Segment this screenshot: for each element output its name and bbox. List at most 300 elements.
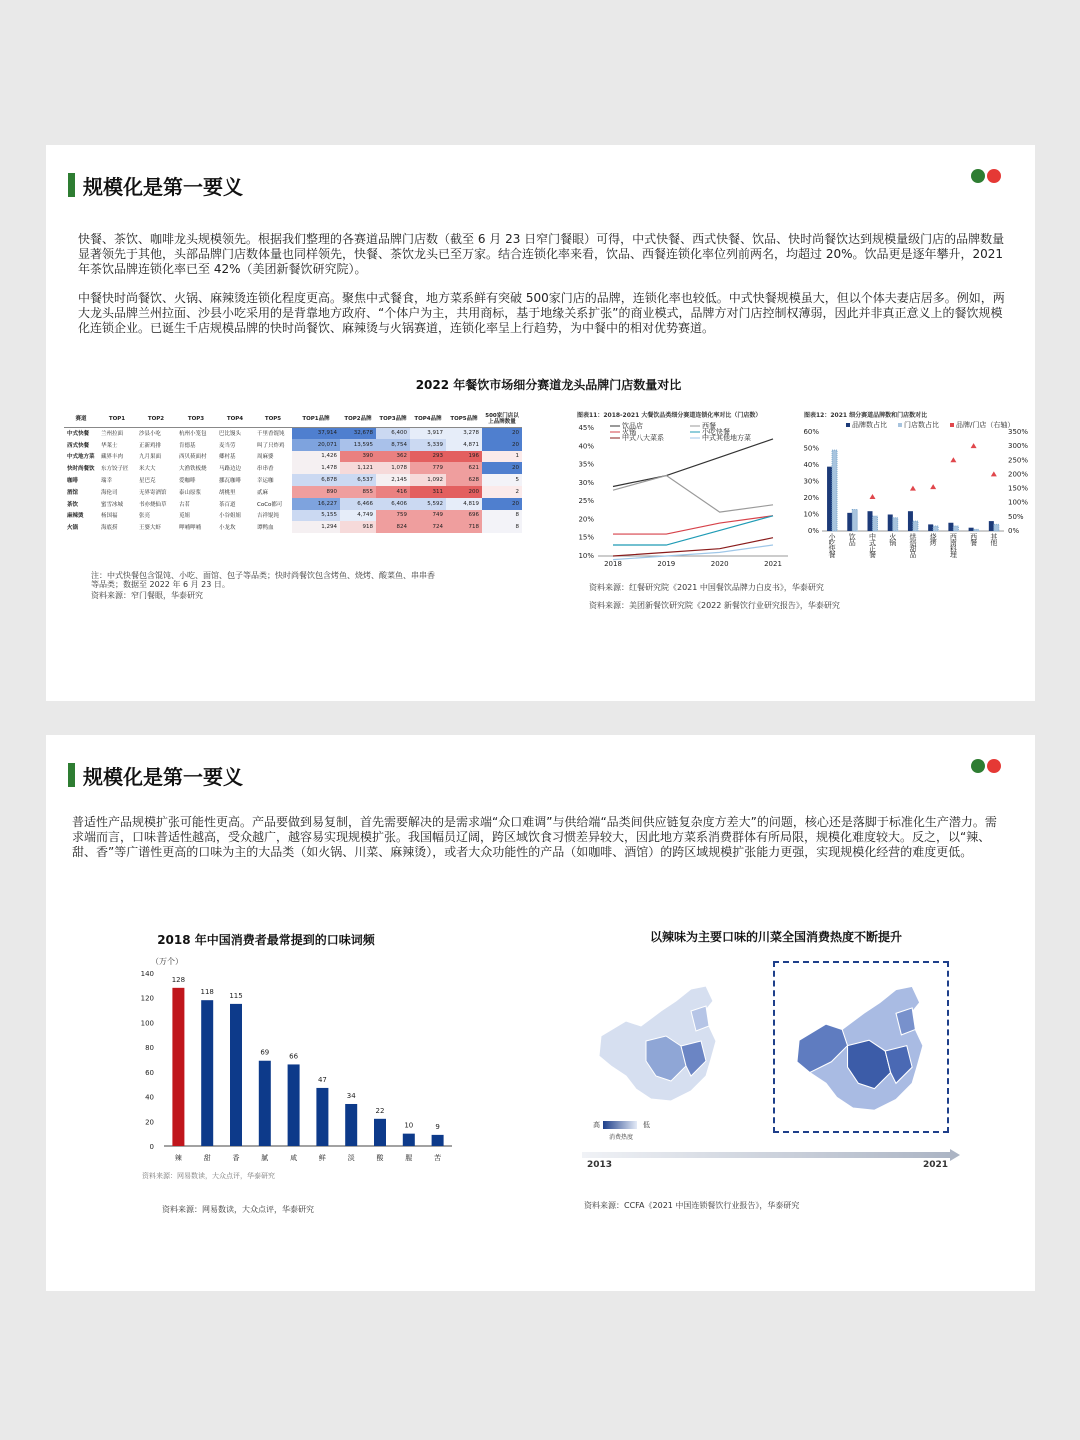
table-cell: 824 [376, 521, 410, 533]
x-tick-label: 腥 [405, 1154, 413, 1162]
table-header: TOP3 [176, 411, 216, 427]
table-header: 赛道 [64, 411, 98, 427]
table-cell: 咖啡 [67, 478, 79, 485]
y2-tick-label: 50% [1008, 512, 1024, 521]
fig12-title: 图表12：2021 细分赛道品牌数和门店数对比 [804, 412, 928, 419]
x-tick-char: 快 [828, 545, 836, 553]
y2-tick-label: 350% [1008, 428, 1029, 436]
bar-store-share [873, 516, 878, 531]
y-tick-label: 20 [145, 1118, 154, 1127]
chart-title: 2022 年餐饮市场细分赛道龙头品牌门店数量对比 [415, 378, 682, 392]
bar-brand-share [989, 521, 994, 531]
table-cell: 蜜雪冰城 [101, 501, 124, 508]
x-tick-label: 鲜 [318, 1154, 326, 1162]
table-cell: 311 [410, 486, 446, 498]
source-2: 资料来源：美团新餐饮研究院《2022 新餐饮行业研究报告》，华泰研究 [589, 601, 840, 610]
table-cell: 3,278 [446, 427, 482, 439]
x-tick-char: 吃 [828, 539, 836, 547]
table-cell: 麻辣烫 [67, 513, 84, 520]
table-cell: 5 [482, 474, 522, 486]
table-cell: 星巴克 [139, 478, 156, 485]
table-cell: 中式快餐 [67, 431, 90, 438]
table-cell: 小龙坎 [219, 525, 236, 532]
bar-store-share [933, 526, 938, 531]
x-tick-char: 他 [990, 539, 998, 547]
x-tick-label: 酸 [376, 1154, 384, 1162]
table-cell: 挪瓦咖啡 [219, 478, 242, 485]
x-tick-char: 焙 [909, 539, 917, 547]
bar-value-label: 128 [171, 975, 186, 984]
table-cell: 千里香馄饨 [257, 431, 285, 438]
y-tick-label: 0 [149, 1143, 154, 1151]
table-cell: 196 [446, 451, 482, 463]
fig11-title: 图表11：2018-2021 大餐饮品类细分赛道连锁化率对比（门店数） [577, 412, 762, 419]
table-cell: 16,227 [292, 498, 340, 510]
table-cell: 855 [340, 486, 376, 498]
x-tick-label: 腻 [261, 1154, 269, 1162]
table-cell: 5,339 [410, 439, 446, 451]
table-cell: 1 [482, 451, 522, 463]
table-cell: 海底捞 [101, 525, 118, 532]
table-cell: 37,914 [292, 427, 340, 439]
y-tick-label: 30% [803, 477, 819, 486]
table-header: TOP1 [98, 411, 136, 427]
bar-store-share [852, 510, 857, 531]
y-tick-label: 60% [803, 428, 819, 436]
table-cell: 米大大 [139, 466, 156, 473]
legend-label: 品牌数占比 [852, 421, 887, 429]
x-tick-char: 品 [909, 551, 917, 559]
x-tick-char: 式 [869, 539, 876, 547]
legend-high: 高 [593, 1121, 600, 1129]
ratio-marker [991, 471, 997, 476]
bar-brand-share [868, 511, 873, 531]
table-cell: 2 [482, 486, 522, 498]
table-cell: 20 [482, 439, 522, 451]
bar-store-share [913, 521, 918, 531]
table-cell: 621 [446, 462, 482, 474]
table-cell: 吉祥馄饨 [257, 513, 280, 520]
table-row [64, 498, 522, 510]
table-header: 500家门店以上品牌数量 [482, 411, 522, 427]
ratio-marker [971, 443, 977, 448]
y-tick-label: 140 [140, 970, 154, 978]
legend-label: 品牌/门店（右轴） [956, 421, 1015, 429]
table-cell: 华莱士 [101, 442, 118, 449]
table-cell: 20,071 [292, 439, 340, 451]
table-cell: 1,078 [376, 462, 410, 474]
series-line [613, 538, 773, 556]
table-note: 注：中式快餐包含馄饨、小吃、面馆、包子等品类；快时尚餐饮包含烤鱼、烧烤、酸菜鱼、串串香等品类；数据至 2022 年 6 月 23 日。 [91, 571, 435, 589]
source-1: 资料来源：红餐研究院《2021 中国餐饮品牌力白皮书》，华泰研究 [589, 583, 824, 592]
table-cell: 贰麻 [257, 489, 269, 496]
table-cell: 13,595 [340, 439, 376, 451]
x-tick-label: 2019 [657, 560, 676, 568]
table-cell: 酒馆 [67, 489, 79, 496]
table-cell: 759 [376, 510, 410, 522]
y-tick-label: 20% [803, 494, 819, 502]
x-tick-label: 辣 [174, 1154, 182, 1162]
y2-tick-label: 0% [1008, 527, 1020, 535]
table-cell: 叫了只炸鸡 [257, 442, 285, 449]
taste-bar [403, 1134, 415, 1146]
table-cell: 马路边边 [219, 466, 242, 473]
x-tick-char: 中 [869, 533, 876, 541]
table-cell: 749 [410, 510, 446, 522]
legend-label: 小吃快餐 [702, 428, 730, 436]
y2-tick-label: 100% [1008, 498, 1029, 507]
table-row [64, 510, 522, 522]
table-cell: 幸运咖 [257, 478, 274, 485]
green-dot-icon [971, 169, 985, 183]
y-tick-label: 35% [578, 460, 594, 469]
table-cell: 爱咖啡 [179, 478, 196, 485]
fig11-line-chart [570, 420, 798, 570]
china-map-2013 [591, 981, 726, 1111]
x-tick-char: 其 [990, 533, 998, 541]
table-cell: 8 [482, 521, 522, 533]
table-cell: 觅姐 [179, 513, 191, 520]
x-tick-char: 西 [970, 533, 978, 541]
x-tick-label: 2021 [764, 560, 782, 568]
table-header: TOP5品牌 [446, 411, 482, 427]
bar-brand-share [948, 523, 953, 531]
table-cell: 8 [482, 510, 522, 522]
bar-value-label: 47 [317, 1075, 327, 1084]
bar-value-label: 22 [375, 1106, 385, 1115]
table-cell: 王婆大虾 [139, 525, 162, 532]
x-tick-char: 料 [949, 545, 957, 553]
decor-dots [969, 758, 1001, 777]
table-cell: 4,871 [446, 439, 482, 451]
bar-unit: （万个） [151, 957, 183, 966]
legend-label: 火锅 [622, 428, 636, 436]
y-tick-label: 45% [578, 424, 594, 432]
x-tick-char: 烧 [929, 533, 937, 541]
table-cell: 1,426 [292, 451, 340, 463]
table-row [64, 439, 522, 451]
table-cell: 海伦司 [101, 489, 118, 496]
table-cell: 6,466 [340, 498, 376, 510]
table-cell: 巴比馒头 [219, 431, 242, 438]
x-tick-char: 甜 [909, 545, 917, 553]
bar-brand-share [928, 524, 933, 531]
title-accent-bar [68, 173, 75, 197]
china-map-2021 [781, 981, 941, 1121]
table-cell: 串串香 [257, 466, 274, 473]
table-cell: 沙县小吃 [139, 431, 162, 438]
table-cell: 快时尚餐饮 [67, 466, 95, 473]
heat-legend-gradient [603, 1121, 637, 1129]
timeline-arrow [582, 1149, 962, 1161]
table-cell: 724 [410, 521, 446, 533]
x-tick-label: 淡 [347, 1154, 355, 1162]
y-tick-label: 80 [145, 1044, 154, 1053]
table-cell: 20 [482, 462, 522, 474]
y2-tick-label: 150% [1008, 484, 1029, 493]
x-tick-label: 2020 [710, 560, 729, 568]
y-tick-label: 20% [578, 515, 594, 524]
ratio-marker [910, 486, 916, 491]
red-dot-icon [987, 759, 1001, 773]
table-cell: 呷哺呷哺 [179, 525, 202, 532]
ratio-marker [950, 457, 956, 462]
fig12-bar-chart [798, 420, 1030, 570]
table-cell: 藏界丰肉 [101, 454, 124, 461]
table-cell: 200 [446, 486, 482, 498]
x-tick-char: 餐 [970, 539, 978, 547]
table-cell: 肯德基 [179, 442, 196, 449]
table-cell: 293 [410, 451, 446, 463]
table-cell: 416 [376, 486, 410, 498]
bar-store-share [893, 518, 898, 531]
legend-label: 消费热度 [609, 1134, 634, 1141]
series-line [613, 439, 773, 487]
table-cell: 1,092 [410, 474, 446, 486]
table-row [64, 521, 522, 533]
table-cell: 东方饺子匠 [101, 466, 129, 473]
table-cell: 杨国福 [101, 513, 118, 520]
bar-store-share [994, 524, 999, 531]
x-tick-char: 餐 [828, 551, 836, 559]
green-dot-icon [971, 759, 985, 773]
table-cell: 32,678 [340, 427, 376, 439]
paragraph: 普适性产品规模扩张可能性更高。产品要做到易复制，首先需要解决的是需求端“众口难调”与供给端“品类间供应链复杂度方差大”的问题，核心还是落脚于标准化生产潜力。需求端而言，口味普适性越高，受众越广，越容易实现规模扩张。我国幅员辽阔，跨区域饮食习惯差异较大，因此地方菜系消费群体有所局限，规模化难度较大。反之，以“辣、甜、香”等广谱性更高的口味为主的大品类（如火锅、川菜、麻辣烫），或者大众功能性的产品（如咖啡、酒馆）的跨区域规模扩张能力更强，实现规模化经营的难度更低。 [72, 815, 997, 859]
table-cell: 390 [340, 451, 376, 463]
table-cell: 泰山原浆 [179, 489, 202, 496]
bar-value-label: 9 [435, 1122, 440, 1131]
table-cell: 890 [292, 486, 340, 498]
table-cell: 书亦烧仙草 [139, 501, 167, 508]
table-row [64, 427, 522, 439]
table-cell: 茶百道 [219, 501, 236, 508]
x-tick-char: 理 [949, 551, 957, 559]
table-cell: 1,294 [292, 521, 340, 533]
bar-brand-share [969, 528, 974, 531]
table-cell: 古茗 [179, 501, 191, 508]
bar-value-label: 66 [289, 1052, 299, 1061]
series-line [613, 516, 773, 545]
bar-brand-share [847, 513, 852, 531]
taste-bar [374, 1119, 386, 1146]
y-tick-label: 30% [578, 478, 594, 487]
table-cell: 6,878 [292, 474, 340, 486]
taste-bar [230, 1004, 242, 1146]
bar-store-share [832, 450, 837, 531]
legend-swatch [950, 423, 954, 427]
legend-low: 低 [643, 1121, 650, 1129]
table-cell: 大渔铁板烧 [179, 466, 207, 473]
table-cell: 20 [482, 498, 522, 510]
table-cell: 5,592 [410, 498, 446, 510]
table-cell: 628 [446, 474, 482, 486]
red-dot-icon [987, 169, 1001, 183]
table-cell: 1,478 [292, 462, 340, 474]
taste-bar-chart [134, 965, 464, 1175]
bar-store-share [953, 526, 958, 531]
table-cell: 8,754 [376, 439, 410, 451]
paragraph-1: 快餐、茶饮、咖啡龙头规模领先。根据我们整理的各赛道品牌门店数（截至 6 月 23 日窄门餐眼）可得，中式快餐、西式快餐、饮品、快时尚餐饮达到规模量级门店的品牌数量显著领先于其他，头部品牌门店数体量也同样领先，快餐、茶饮龙头已至万家。结合连锁化率来看，饮品、西餐连锁化率位列前两名，均超过 20%。饮品更是逐年攀升，2021 年茶饮品牌连锁化率已至 42%（美团新餐饮研究院）。 [78, 232, 1005, 276]
table-cell: 火锅 [67, 525, 79, 532]
slide-2 [46, 735, 1035, 1291]
x-tick-label: 咸 [290, 1154, 298, 1162]
y-tick-label: 15% [578, 533, 594, 542]
ratio-marker [930, 484, 936, 489]
slide-1 [46, 145, 1035, 701]
table-cell: 胡桃里 [219, 489, 236, 496]
table-header: TOP4 [216, 411, 254, 427]
slide-title: 规模化是第一要义 [83, 175, 243, 199]
table-cell: 郷村基 [219, 454, 236, 461]
taste-bar [201, 1000, 213, 1146]
table-cell: 兰州拉面 [101, 431, 124, 438]
table-header: TOP2 [136, 411, 176, 427]
year-start: 2013 [587, 1160, 613, 1170]
bar-brand-share [827, 467, 832, 531]
bar-note: 资料来源：网易数读，大众点评，华泰研究 [142, 1172, 275, 1180]
bar-store-share [974, 529, 979, 531]
table-cell: 6,406 [376, 498, 410, 510]
table-cell: 九月果面 [139, 454, 162, 461]
y-tick-label: 40% [578, 442, 594, 451]
table-cell: 6,537 [340, 474, 376, 486]
x-tick-char: 正 [869, 545, 876, 553]
table-cell: 6,400 [376, 427, 410, 439]
bar-value-label: 115 [229, 991, 243, 1000]
y-tick-label: 10% [803, 510, 819, 519]
table-row [64, 486, 522, 498]
brand-store-table [64, 411, 522, 533]
table-cell: 2,145 [376, 474, 410, 486]
y2-tick-label: 250% [1008, 456, 1029, 465]
table-cell: 小谷姐姐 [219, 513, 242, 520]
table-cell: 918 [340, 521, 376, 533]
y-tick-label: 25% [578, 497, 594, 506]
x-tick-char: 饮 [848, 533, 856, 541]
table-cell: 周麻婆 [257, 454, 274, 461]
x-tick-char: 餐 [869, 551, 876, 559]
paragraph-2: 中餐快时尚餐饮、火锅、麻辣烫连锁化程度更高。聚焦中式餐食，地方菜系鲜有突破 500家门店的品牌，连锁化率也较低。中式快餐规模虽大，但以个体夫妻店居多。例如，两大龙头品牌兰州拉面、沙县小吃采用的是背靠地方政府、“个体户为主，共用商标，基于地缘关系扩张”的商业模式，品牌方对门店控制权薄弱，因此并非真正意义上的餐饮规模化连锁企业。已诞生千店规模品牌的快时尚餐饮、麻辣烫与火锅赛道，连锁化率呈上行趋势，为中餐中的相对优势赛道。 [78, 291, 1005, 335]
table-cell: 无界寄酒馆 [139, 489, 167, 496]
table-cell: 5,155 [292, 510, 340, 522]
taste-bar [432, 1135, 444, 1146]
taste-bar [259, 1061, 271, 1146]
table-cell: 779 [410, 462, 446, 474]
table-cell: 瑞幸 [101, 478, 113, 485]
table-cell: 麦当劳 [219, 442, 236, 449]
x-tick-char: 烘 [909, 533, 917, 541]
table-cell: 西贝莜面村 [179, 454, 207, 461]
taste-bar [288, 1064, 300, 1146]
y-tick-label: 10% [578, 552, 594, 560]
table-cell: CoCo都可 [257, 501, 283, 508]
table-cell: 20 [482, 427, 522, 439]
x-tick-char: 锅 [889, 539, 897, 547]
table-header: TOP5 [254, 411, 292, 427]
legend-label: 中式八大菜系 [622, 434, 664, 442]
y-tick-label: 40% [803, 461, 819, 469]
legend-label: 饮品店 [622, 422, 643, 430]
series-line [613, 545, 773, 560]
table-header: TOP2品牌 [340, 411, 376, 427]
y2-tick-label: 200% [1008, 470, 1029, 479]
table-header: TOP3品牌 [376, 411, 410, 427]
table-cell: 西式快餐 [67, 442, 90, 449]
y-tick-label: 100 [140, 1019, 154, 1028]
x-tick-char: 小 [828, 533, 836, 541]
y-tick-label: 50% [803, 444, 819, 453]
map-chart-title: 以辣味为主要口味的川菜全国消费热度不断提升 [649, 930, 902, 944]
x-tick-label: 2018 [604, 560, 622, 568]
table-header: TOP4品牌 [410, 411, 446, 427]
taste-bar [172, 988, 184, 1146]
table-cell: 696 [446, 510, 482, 522]
table-cell: 中式地方菜 [67, 454, 95, 461]
table-cell: 4,749 [340, 510, 376, 522]
table-cell: 茶饮 [67, 501, 79, 508]
bar-chart-title: 2018 年中国消费者最常提到的口味词频 [157, 933, 375, 947]
legend-label: 中式其他地方菜 [702, 434, 751, 442]
table-cell: 362 [376, 451, 410, 463]
legend-swatch [846, 423, 850, 427]
y-tick-label: 120 [140, 994, 154, 1003]
slide-title: 规模化是第一要义 [83, 765, 243, 789]
x-tick-char: 西 [949, 533, 957, 541]
bar-source: 资料来源：网易数读，大众点评，华泰研究 [162, 1205, 314, 1214]
bar-value-label: 34 [346, 1091, 356, 1100]
legend-label: 门店数占比 [904, 421, 939, 429]
table-cell: 杭州小笼包 [179, 431, 207, 438]
table-cell: 718 [446, 521, 482, 533]
taste-bar [345, 1104, 357, 1146]
x-tick-char: 烤 [929, 539, 937, 547]
decor-dots [969, 168, 1001, 187]
x-tick-char: 南 [949, 539, 957, 547]
x-tick-label: 苦 [434, 1154, 442, 1162]
legend-swatch [898, 423, 902, 427]
legend-label: 西餐 [702, 422, 716, 430]
year-end: 2021 [923, 1160, 949, 1170]
y-tick-label: 40 [145, 1093, 154, 1102]
bar-brand-share [888, 515, 893, 532]
title-accent-bar [68, 763, 75, 787]
table-cell: 3,917 [410, 427, 446, 439]
table-row [64, 474, 522, 486]
taste-bar [316, 1088, 328, 1146]
x-tick-label: 香 [232, 1154, 240, 1162]
ratio-marker [870, 494, 876, 499]
y2-tick-label: 300% [1008, 442, 1029, 451]
x-tick-label: 甜 [203, 1154, 211, 1162]
bar-value-label: 69 [260, 1048, 270, 1057]
table-row [64, 451, 522, 463]
table-source: 资料来源：窄门餐眼，华泰研究 [91, 591, 203, 600]
table-cell: 张亮 [139, 513, 151, 520]
bar-value-label: 10 [404, 1121, 414, 1130]
table-row [64, 462, 522, 474]
series-line [613, 516, 773, 534]
table-cell: 1,121 [340, 462, 376, 474]
table-cell: 正新鸡排 [139, 442, 162, 449]
bar-value-label: 118 [200, 988, 214, 997]
table-header: TOP1品牌 [292, 411, 340, 427]
bar-brand-share [908, 511, 913, 531]
table-cell: 4,819 [446, 498, 482, 510]
y-tick-label: 60 [145, 1068, 154, 1077]
x-tick-char: 品 [848, 539, 856, 547]
y-tick-label: 0% [807, 527, 819, 535]
table-cell: 谭鸭血 [257, 525, 274, 532]
